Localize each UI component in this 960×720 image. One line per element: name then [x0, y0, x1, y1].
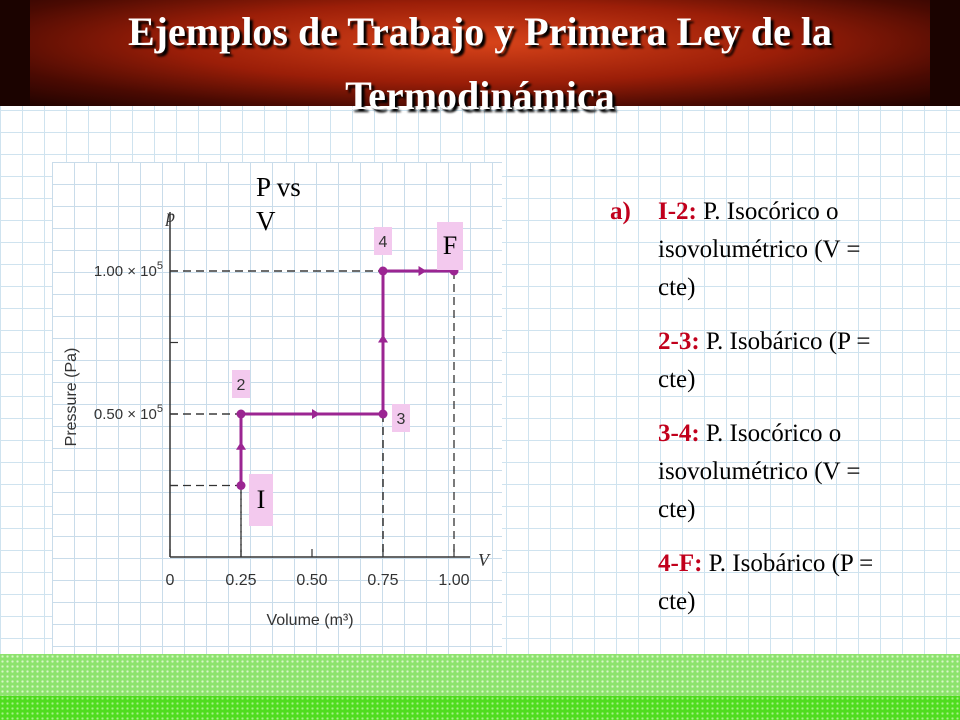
state-label: 2 — [236, 377, 246, 394]
note-step: 3-4: — [658, 420, 700, 447]
footer-band-bright — [0, 696, 960, 720]
note-text: P. Isocórico o isovolumétrico (V = cte) — [658, 198, 861, 301]
note-step: I-2: — [658, 198, 697, 225]
state-point — [237, 410, 246, 419]
state-label: 4 — [378, 234, 388, 251]
note-text: P. Isobárico (P = cte) — [658, 550, 874, 615]
slide-title-line-1: Ejemplos de Trabajo y Primera Ley de la — [128, 9, 832, 54]
state-label: 3 — [396, 411, 406, 428]
note-text: P. Isocórico o isovolumétrico (V = cte) — [658, 420, 861, 523]
note-item — [606, 323, 896, 399]
note-step: 2-3: — [658, 328, 700, 355]
x-tick-label: 0.25 — [225, 572, 257, 589]
point-label-initial: I — [249, 474, 273, 526]
chart-title: P vs V — [256, 172, 301, 236]
process-arrow — [419, 266, 427, 276]
process-notes — [606, 193, 896, 637]
x-tick-label: 1.00 — [438, 572, 470, 589]
footer-band — [0, 654, 960, 720]
point-label-final: F — [437, 222, 463, 270]
process-arrow — [378, 335, 388, 343]
y-tick-label: $1.00 \times 10^5$ — [93, 260, 163, 280]
x-axis-label: Volume (m³) — [266, 612, 354, 629]
y-tick-label: $0.50 \times 10^5$ — [93, 403, 163, 423]
state-point — [379, 410, 388, 419]
state-point — [237, 481, 246, 490]
y-axis-symbol: p — [166, 206, 175, 226]
note-item — [606, 415, 896, 529]
slide-title-line-2: Termodinámica — [345, 73, 615, 118]
x-tick-label: 0.75 — [367, 572, 399, 589]
x-axis-symbol: V — [478, 550, 489, 570]
process-arrow — [236, 442, 246, 450]
x-tick-label: 0 — [165, 572, 175, 589]
state-point — [379, 267, 388, 276]
process-arrow — [312, 409, 320, 419]
note-item — [606, 193, 896, 307]
note-item — [606, 545, 896, 621]
y-axis-label: Pressure (Pa) — [63, 347, 80, 447]
note-marker: a) — [610, 198, 631, 225]
x-tick-label: 0.50 — [296, 572, 328, 589]
note-step: 4-F: — [658, 550, 703, 577]
note-text: P. Isobárico (P = cte) — [658, 328, 871, 393]
